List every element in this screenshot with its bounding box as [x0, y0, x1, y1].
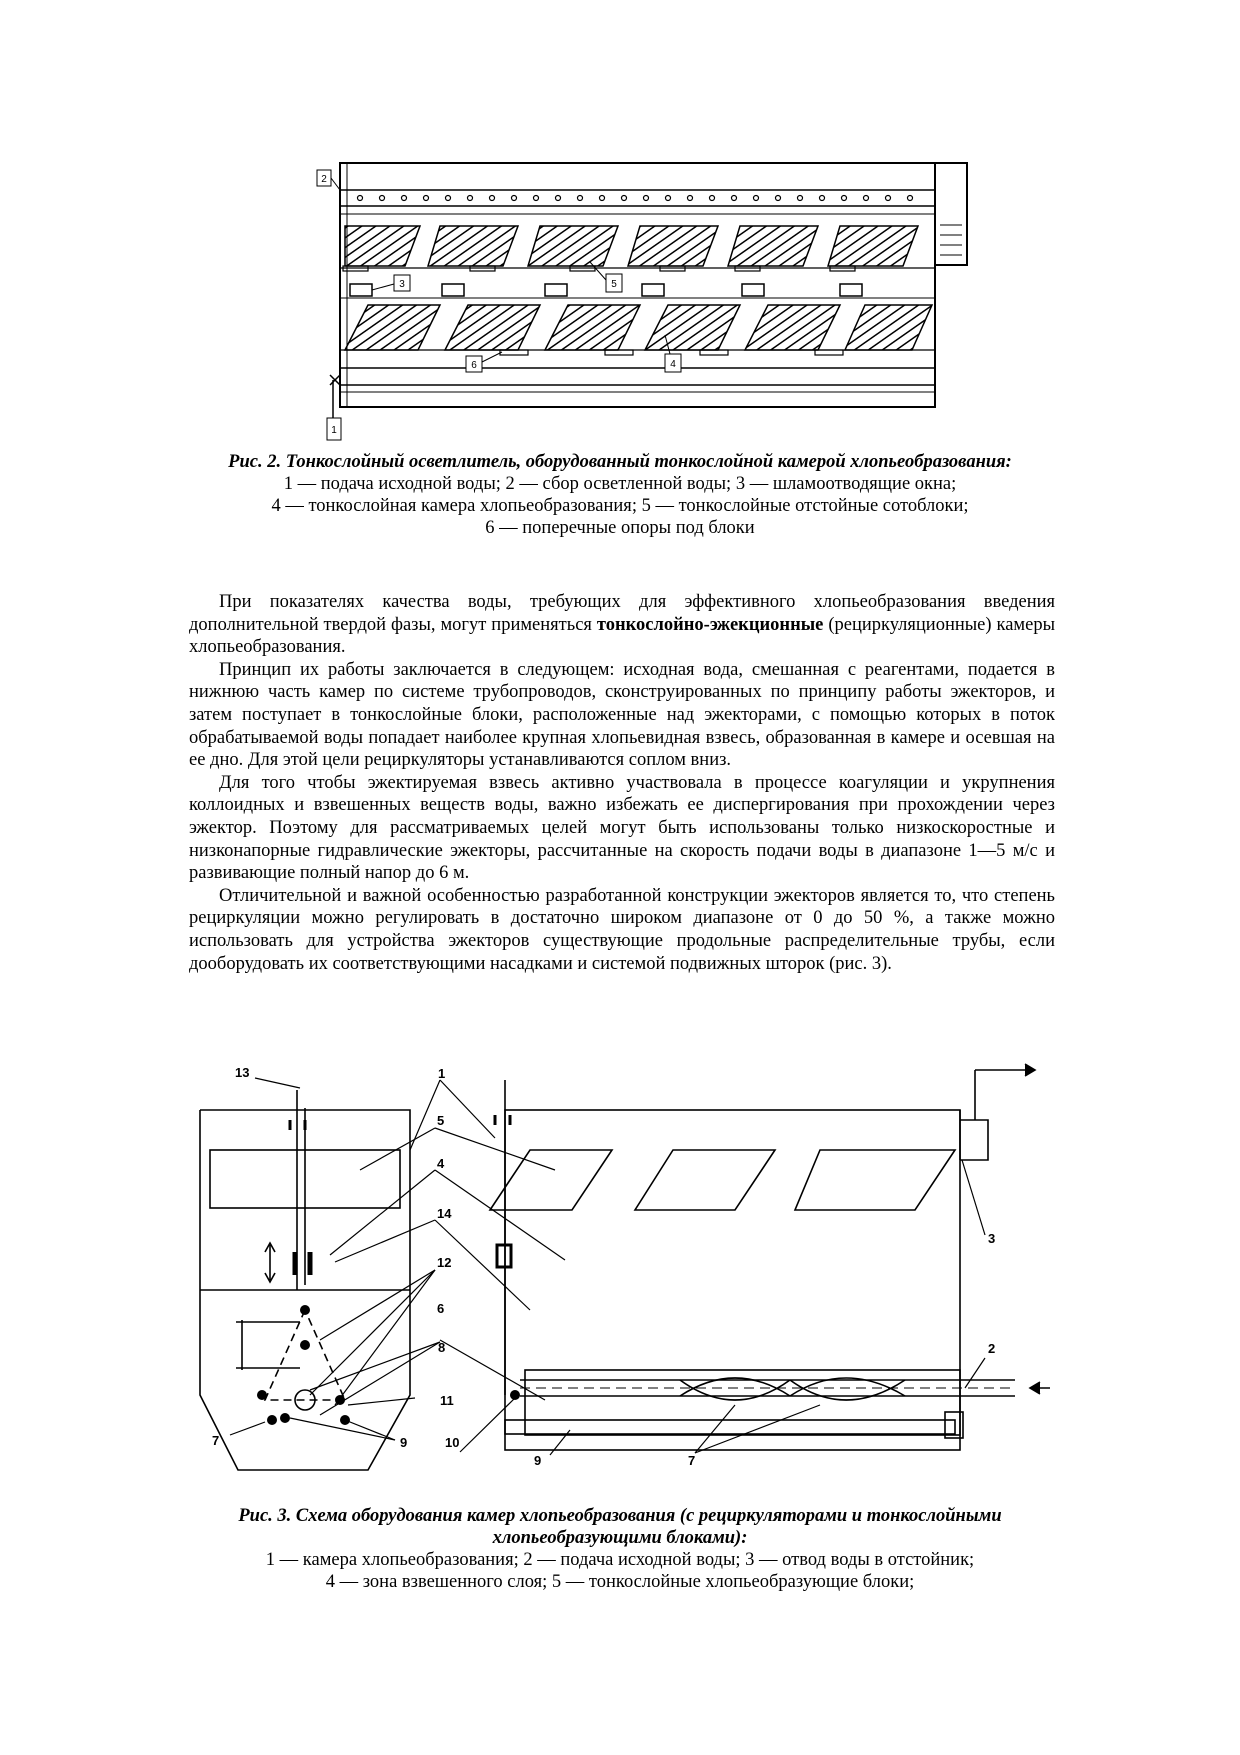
label-7-left: 7 — [212, 1433, 220, 1448]
label-8: 8 — [438, 1340, 446, 1355]
callout-6: 6 — [471, 360, 477, 371]
block-2 — [635, 1150, 775, 1210]
label-4: 4 — [437, 1156, 445, 1171]
label-7-right: 7 — [688, 1453, 696, 1468]
label-14: 14 — [437, 1206, 452, 1221]
block-1 — [490, 1150, 612, 1210]
paragraph-3: Для того чтобы эжектируемая взвесь активно участвовала в процессе коагуляции и укрупнения коллоидных и взвешенных веществ воды, важно избежать ее диспергирования при прохождении через эжектор. Поэтому для рассматриваемых целей могут быть использованы только низкоскоростные и низконапорные гидравлические эжекторы, рассчитанные на скорость подачи воды в диапазоне 1—5 м/с и развивающие полный напор до 6 м. — [189, 772, 1055, 884]
figure-2-diagram — [0, 0, 1240, 460]
callout-4: 4 — [670, 359, 676, 370]
callout-5: 5 — [611, 279, 617, 290]
figure-2-caption-title: Рис. 2. Тонкослойный осветлитель, оборудованный тонкослойной камерой хлопьеобразования: — [228, 452, 1012, 472]
paragraph-1-bold-term: тонкослойно-эжекционные — [596, 614, 824, 635]
callout-2: 2 — [321, 174, 327, 185]
figure-3-caption-line-2: 4 — зона взвешенного слоя; 5 — тонкослойные хлопьеобразующие блоки; — [325, 1572, 915, 1592]
label-9-right: 9 — [534, 1453, 542, 1468]
label-12: 12 — [437, 1255, 452, 1270]
collector-box — [935, 163, 967, 265]
label-5: 5 — [437, 1113, 445, 1128]
callout-3: 3 — [399, 279, 405, 290]
block-3 — [795, 1150, 955, 1210]
right-section-outline — [505, 1110, 960, 1450]
figure-3-labels — [212, 1065, 995, 1468]
figure-2-caption — [190, 451, 1050, 539]
figure-2-caption-line-2: 4 — тонкослойная камера хлопьеобразования; 5 — тонкослойные отстойные сотоблоки; — [271, 496, 969, 516]
label-10: 10 — [445, 1435, 460, 1450]
upper-settling-blocks — [345, 226, 918, 266]
figure-2-caption-line-1: 1 — подача исходной воды; 2 — сбор осветленной воды; 3 — шламоотводящие окна; — [283, 474, 957, 494]
figure-3-diagram — [0, 1060, 1240, 1480]
label-1: 1 — [438, 1066, 446, 1081]
figure-3-caption-title: Рис. 3. Схема оборудования камер хлопьеобразования (с рециркуляторами и тонкослойными хлопьеобразующими блоками): — [238, 1506, 1002, 1548]
label-6: 6 — [437, 1301, 445, 1316]
label-2: 2 — [988, 1341, 996, 1356]
figure-3-caption — [190, 1505, 1050, 1593]
figure-2-caption-line-3: 6 — поперечные опоры под блоки — [485, 518, 755, 538]
label-11: 11 — [440, 1393, 454, 1408]
label-9-left: 9 — [400, 1435, 408, 1450]
label-3: 3 — [988, 1231, 996, 1246]
paragraph-1 — [189, 591, 1055, 659]
body-text — [189, 591, 1055, 975]
paragraph-1-end: (рециркуляционные) камеры хлопьеобразования. — [189, 614, 1056, 658]
paragraph-1-start: При показателях качества воды, требующих для эффективного хлопьеобразования введения дополнительной твердой фазы, могут применяться — [189, 592, 1055, 635]
figure-3-caption-line-1: 1 — камера хлопьеобразования; 2 — подача исходной воды; 3 — отвод воды в отстойник; — [265, 1550, 975, 1570]
paragraph-4: Отличительной и важной особенностью разработанной конструкции эжекторов является то, что степень рециркуляции можно регулировать в достаточно широком диапазоне от 0 до 50 %, а также можно использовать для устройства эжекторов существующие продольные распределительные трубы, если дооборудовать их соответствующими насадками и системой подвижных шторок (рис. 3). — [189, 885, 1055, 974]
callout-1: 1 — [331, 425, 337, 436]
lower-flocculation-blocks — [345, 305, 932, 350]
figure-3-nodes — [257, 1305, 520, 1425]
paragraph-2: Принцип их работы заключается в следующем: исходная вода, смешанная с реагентами, подается в нижнюю часть камер по системе трубопроводов, сконструированных по принципу работы эжекторов, и затем поступает в тонкослойные блоки, расположенные над эжекторами, с помощью которых в поток обрабатываемой воды попадает наиболее крупная хлопьевидная взвесь, образованная в камере и осевшая на ее дно. Для этой цели рециркуляторы устанавливаются соплом вниз. — [189, 659, 1055, 771]
label-13: 13 — [235, 1065, 250, 1080]
collector-dots — [358, 196, 913, 201]
